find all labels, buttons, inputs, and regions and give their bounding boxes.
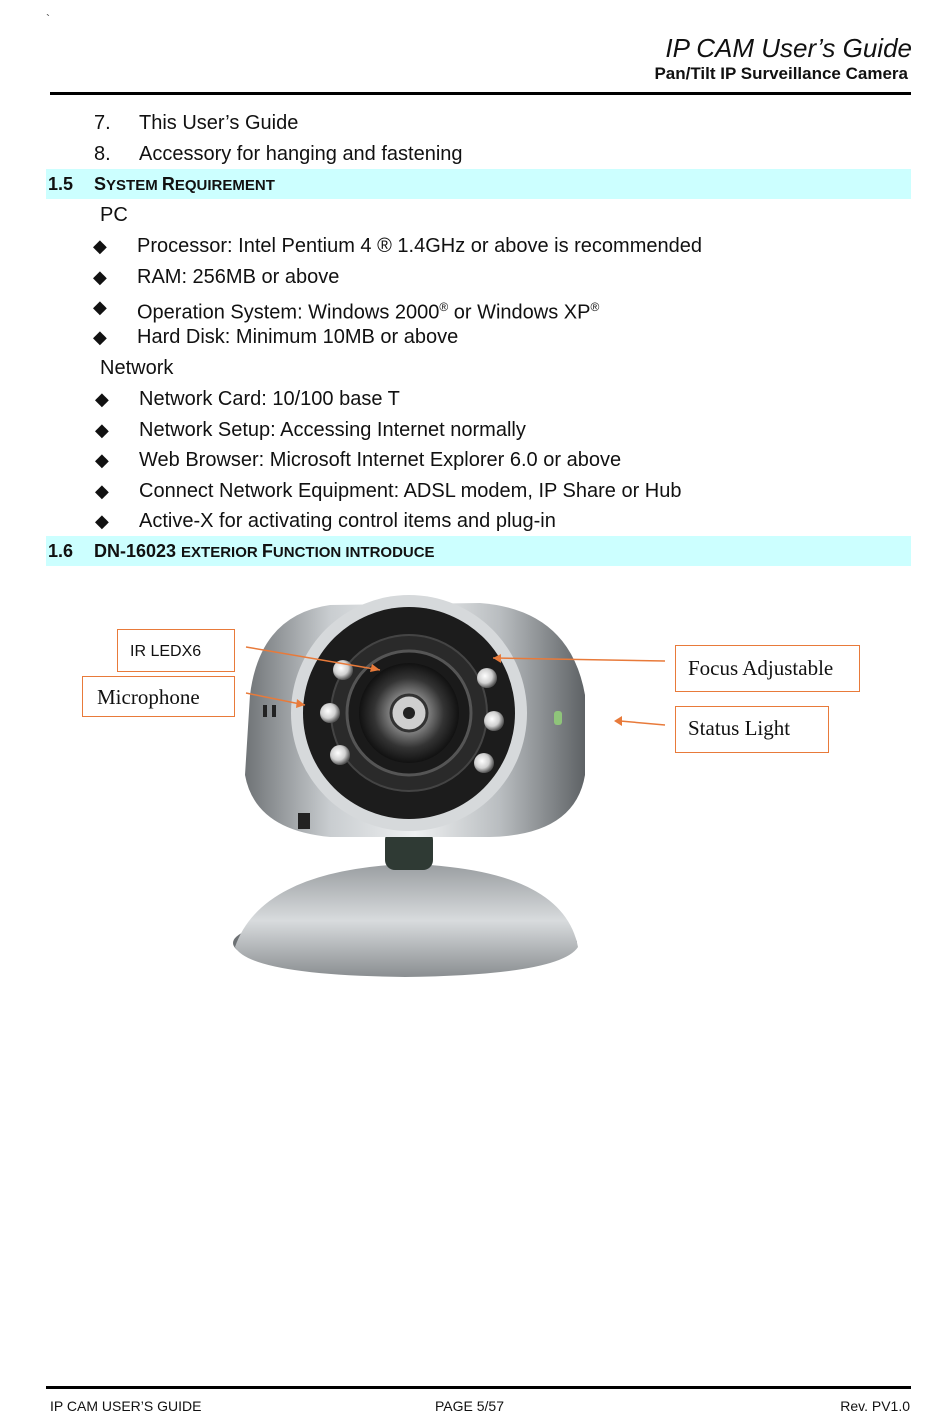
list-text: Accessory for hanging and fastening (139, 143, 463, 165)
network-requirement: Network Setup: Accessing Internet normally (139, 419, 526, 441)
ir-led (330, 745, 350, 765)
pc-label: PC (100, 204, 128, 226)
ir-led (320, 703, 340, 723)
microphone-slot (272, 705, 276, 717)
diamond-bullet-icon: ◆ (95, 389, 109, 409)
network-requirement: Network Card: 10/100 base T (139, 388, 400, 410)
footer-rule (46, 1386, 911, 1389)
pc-requirement: RAM: 256MB or above (137, 266, 340, 288)
header-title: IP CAM User’s Guide (665, 33, 912, 63)
list-number: 8. (94, 143, 111, 165)
header-rule (50, 92, 911, 95)
microphone-slot (263, 705, 267, 717)
list-number: 7. (94, 112, 111, 134)
section-number: 1.6 (48, 541, 74, 561)
diamond-bullet-icon: ◆ (95, 450, 109, 470)
callout-ir-led: IR LEDX6 (117, 629, 235, 672)
network-requirement: Active-X for activating control items and plug-in (139, 510, 556, 532)
footer-page-number: PAGE 5/57 (435, 1398, 505, 1414)
network-label: Network (100, 357, 174, 379)
pc-requirement: Processor: Intel Pentium 4 ® 1.4GHz or above is recommended (137, 235, 702, 257)
section-title: SYSTEM REQUIREMENT (94, 174, 275, 194)
diamond-bullet-icon: ◆ (95, 481, 109, 501)
network-requirement: Web Browser: Microsoft Internet Explorer 6.0 or above (139, 449, 622, 471)
diamond-bullet-icon: ◆ (93, 267, 107, 287)
callout-status-light: Status Light (675, 706, 829, 753)
header-tick: ` (46, 12, 50, 26)
section-heading-1-5 (46, 169, 911, 199)
callout-focus-adjustable: Focus Adjustable (675, 645, 860, 692)
pc-requirement: Operation System: Windows 2000® or Windows XP® (137, 300, 600, 324)
pc-requirement: Hard Disk: Minimum 10MB or above (137, 326, 459, 348)
diamond-bullet-icon: ◆ (95, 511, 109, 531)
list-text: This User’s Guide (139, 112, 299, 134)
network-requirement: Connect Network Equipment: ADSL modem, IP Share or Hub (139, 480, 682, 502)
footer-doc-title: IP CAM USER’S GUIDE (50, 1398, 202, 1414)
status-light (554, 711, 562, 725)
diamond-bullet-icon: ◆ (93, 297, 107, 317)
ir-led (477, 668, 497, 688)
diamond-bullet-icon: ◆ (95, 420, 109, 440)
diamond-bullet-icon: ◆ (93, 327, 107, 347)
header-subtitle: Pan/Tilt IP Surveillance Camera (654, 64, 908, 83)
camera-base (235, 864, 578, 977)
ir-led (484, 711, 504, 731)
callout-microphone: Microphone (82, 676, 235, 717)
section-heading-1-6 (46, 536, 911, 566)
section-title: DN-16023 EXTERIOR FUNCTION INTRODUCE (94, 541, 435, 561)
ir-led (474, 753, 494, 773)
callout-line (620, 721, 665, 725)
diamond-bullet-icon: ◆ (93, 236, 107, 256)
section-number: 1.5 (48, 174, 74, 194)
footer-revision: Rev. PV1.0 (840, 1398, 910, 1414)
